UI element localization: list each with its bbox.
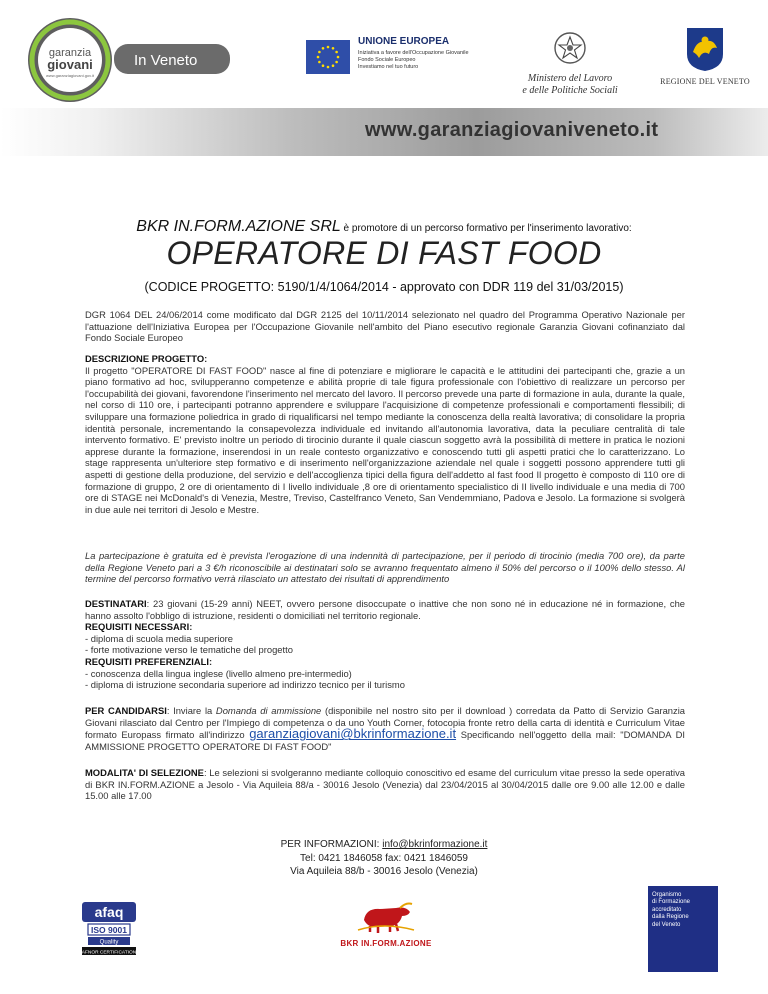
apply-form-name: Domanda di ammissione [215,705,322,716]
ministero-line2: e delle Politiche Sociali [522,85,618,96]
garanzia-giovani-logo [22,16,232,104]
ministero-logo [500,30,640,100]
promoter-line [0,218,768,236]
recipients-label: DESTINATARI [85,598,147,609]
bull-icon [356,900,416,934]
preferred-label: REQUISITI PREFERENZIALI [85,655,209,667]
apply-text-1: : Inviare la [166,705,216,716]
afaq-name: afaq [94,904,124,920]
info-address: Via Aquileia 88/b - 30016 Jesolo (Venezia) [290,866,478,877]
regione-label: REGIONE DEL VENETO [660,77,750,86]
preferred-item: - conoscenza della lingua inglese (livello almeno pre-intermedio) [85,667,352,679]
afaq-iso-logo [80,900,138,958]
gg-logo-region: In Veneto [134,52,198,69]
gg-logo-line2: giovani [47,57,93,72]
apply-label: PER CANDIDARSI [85,705,167,716]
lion-of-st-mark-icon [683,26,727,72]
participation-paragraph: La partecipazione è gratuita ed è prevista l'erogazione di una indennità di partecipazione, per il periodo di tirocinio (media 700 ore), da parte della Regione Veneto pari a 3 €/h riconoscibile ai destinatari solo se avranno frequentato almeno il 50% del percorso o il 100% dello stesso. Al termine del percorso formativo verrà rilasciato un attestato dei risultati di apprendimento [85,550,685,585]
required-item: - diploma di scuola media superiore [85,632,233,644]
apply-email-link[interactable]: garanziagiovani@bkrinformazione.it [249,726,457,742]
eu-flag-icon [306,40,350,74]
selection-section [85,767,685,802]
company-name: BKR IN.FORM.AZIONE SRL [136,218,341,235]
bkr-logo-text: BKR IN.FORM.AZIONE [340,939,432,948]
promoter-text: è promotore di un percorso formativo per l'inserimento lavorativo: [340,223,632,234]
gg-logo-line1: garanzia [48,47,92,59]
eu-title: UNIONE EUROPEA [358,36,450,47]
selection-label: MODALITA' DI SELEZIONE [85,767,204,778]
description-section: DESCRIZIONE PROGETTO: Il progetto "OPERATORE DI FAST FOOD" nasce al fine di potenziare e migliorare le capacità e le attitudini dei partecipanti che, grazie a un piano formativo ad hoc, svilupperanno competenze e abilità proprie di tale figura professionale con l'obiettivo di realizzare un percorso per l'occupabilità dei giovani, favorendone l'inserimento nel mercato del lavoro. Il percorso prevede una parte di formazione in aula, durante la quale, nel corso di 110 ore, i partecipanti potranno apprendere e sviluppare l'acquisizione di competenze professionali e comportamenti flessibili; di sviluppare una formazione poliedrica in grado di riqualificarsi nel tempo mediante la conoscenza della realtà lavorativa; di consolidare la propria identità personale, incrementando la consapevolezza individuale ed invitando all'autonomia lavorativa, data la peculiare centralità di tale intervento formativo. E' previsto inoltre un periodo di tirocinio durante il quale ciascun soggetto avrà la possibilità di mettere in pratica le nozioni apprese durante la formazione, inserendosi in un reale contesto organizzativo e conoscendo tutti gli aspetti pratici che lo caratterizzano. Lo stage rappresenta un'ulteriore step formativo e di inserimento nell'organizzazione aziendale nel quale i soggetti possono apprendere tutti gli aspetti di gestione della produzione, del servizio e dell'accoglienza tipici della figura dell'addetto al fast food Il progetto è composto di 110 ore di formazione di gruppo, 2 ore di orientamento di I livello individuale ,8 ore di orientamento specialistico di II livello individuale e una media di 700 ore di STAGE nei McDonald's di Venezia, Mestre, Treviso, Castelfranco Veneto, San Vendemmiano, Padova e Jesolo. La formazione si svolgerà in due aule nei territori di Jesolo e Mestre. [85,353,685,515]
required-label: REQUISITI NECESSARI [85,621,190,633]
info-label: PER INFORMAZIONI: [280,839,383,850]
recipients-section: DESTINATARI: 23 giovani (15-29 anni) NEET, ovvero persone disoccupate o inattive che non sono né in educazione né in formazione, che hanno assolto l'obbligo di istruzione, residenti o domiciliati nel territorio regionale. REQUISITI NECESSARI: - diploma di scuola media superiore - forte motivazione verso le tematiche del progetto REQUISITI PREFERENZIALI: - conoscenza della lingua inglese (livello almeno pre-intermedio) - diploma di istruzione secondaria superiore ad indirizzo tecnico per il turismo [85,598,685,691]
contact-info [0,838,768,879]
recipients-text: : 23 giovani (15-29 anni) NEET, ovvero persone disoccupate o inattive che non sono né in educazione né in formazione, che hanno assolto l'obbligo di istruzione, residenti o domiciliati nel territorio regionale. [85,598,685,621]
selection-text: : Le selezioni si svolgeranno mediante colloquio conoscitivo ed esame del curriculum vitae presso la sede operativa di BKR IN.FORM.AZIONE a Jesolo - Via Aquileia 88/a - 30016 Jesolo (Venezia) dal 23/04/2015 al 30/04/2015 dalle ore 9.00 alle 12.00 e dalle 15.00 alle 17.00 [85,767,685,802]
project-code: (CODICE PROGETTO: 5190/1/4/1064/2014 - approvato con DDR 119 del 31/03/2015) [144,280,624,294]
website-link[interactable]: www.garanziagiovaniveneto.it [365,119,659,141]
afaq-quality: Quality [99,939,119,946]
gg-logo-url: www.garanziagiovani.gov.it [46,73,94,78]
bkr-logo [332,900,440,948]
website-banner [0,108,768,156]
afaq-iso: ISO 9001 [91,925,127,935]
preferred-item: - diploma di istruzione secondaria superiore ad indirizzo tecnico per il turismo [85,679,405,691]
description-label: DESCRIZIONE PROGETTO [85,353,205,364]
info-phone: Tel: 0421 1846058 fax: 0421 1846059 [300,852,468,864]
accreditation-badge [648,886,718,972]
regione-veneto-logo [660,26,750,96]
italian-emblem-icon [552,30,588,66]
dgr-paragraph: DGR 1064 DEL 24/06/2014 come modificato dal DGR 2125 del 10/11/2014 selezionato nel quadro del Programma Operativo Nazionale per l'attuazione dell'Iniziativa Europea per l'Occupazione Giovanile nell'ambito del Piano esecutivo regionale Garanzia Giovani cofinanziato dal Fondo Sociale Europeo [85,309,685,344]
description-text: Il progetto "OPERATORE DI FAST FOOD" nasce al fine di potenziare e migliorare le capacità e le attitudini dei partecipanti che, grazie a un piano formativo ad hoc, svilupperanno competenze e abilità proprie di tale figura professionale con l'obiettivo di realizzare un percorso per l'occupabilità dei giovani, favorendone l'inserimento nel mercato del lavoro. Il percorso prevede una parte di formazione in aula, durante la quale, nel corso di 110 ore, i partecipanti potranno apprendere e sviluppare l'acquisizione di competenze professionali e comportamenti flessibili; di sviluppare una formazione poliedrica in grado di riqualificarsi nel tempo mediante la conoscenza della realtà lavorativa; di consolidare la propria identità personale, incrementando la consapevolezza individuale ed invitando all'autonomia lavorativa, data la peculiare centralità di tale intervento formativo. E' previsto inoltre un periodo di tirocinio durante il quale ciascun soggetto avrà la possibilità di mettere in pratica le nozioni apprese durante la formazione, inserendosi in un reale contesto organizzativo e conoscendo tutti gli aspetti pratici che lo caratterizzano. Lo stage rappresenta un'ulteriore step formativo e di inserimento nell'organizzazione aziendale nel quale i soggetti possono apprendere tutti gli aspetti di gestione della produzione, del servizio e dell'accoglienza tipici della figura dell'addetto al fast food Il progetto è composto di 110 ore di formazione di gruppo, 2 ore di orientamento di I livello individuale ,8 ore di orientamento specialistico di II livello individuale e una media di 700 ore di STAGE nei McDonald's di Venezia, Mestre, Treviso, Castelfranco Veneto, San Vendemmiano, Padova e Jesolo. La formazione si svolgerà in due aule nei territori di Jesolo e Mestre. [85,364,685,515]
apply-section [85,705,685,752]
info-email-link[interactable]: info@bkrinformazione.it [382,839,488,850]
accreditation-text: Organismo di Formazione accreditato dalla Regione del Veneto [652,892,691,928]
eu-subtitle: Iniziativa a favore dell'Occupazione Giovanile Fondo Sociale Europeo Investiamo nel tuo futuro [358,50,469,70]
ministero-line1: Ministero del Lavoro [527,73,613,84]
afaq-cert: AFNOR CERTIFICATION [81,950,137,956]
course-title: OPERATORE DI FAST FOOD [166,235,602,271]
eu-logo [306,36,496,78]
required-item: - forte motivazione verso le tematiche del progetto [85,644,293,656]
apply-text-3: Specificando nell'oggetto della mail: "DOMANDA DI AMMISSIONE PROGETTO OPERATORE DI FAST FOOD" [85,729,686,752]
apply-text-2: (disponibile nel nostro sito per il download ) corredata da Patto di Servizio Garanzia Giovani rilasciato dal Centro per l'Impiego di competenza o da uno Youth Corner, fotocopia fronte retro della carta di identità e Curriculum Vitae formato Europass firmato all'indirizzo [85,705,686,741]
